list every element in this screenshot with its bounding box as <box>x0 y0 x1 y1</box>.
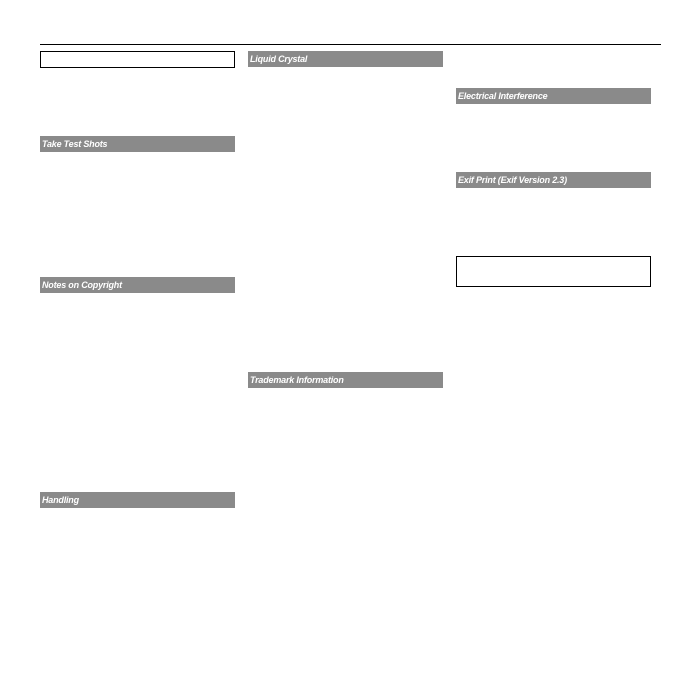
heading-electrical-interference: Electrical Interference <box>456 88 651 104</box>
outlined-box-note <box>456 256 651 287</box>
heading-handling: Handling <box>40 492 235 508</box>
heading-take-test-shots: Take Test Shots <box>40 136 235 152</box>
heading-notes-on-copyright: Notes on Copyright <box>40 277 235 293</box>
heading-exif-print: Exif Print (Exif Version 2.3) <box>456 172 651 188</box>
outlined-box-top <box>40 51 235 68</box>
heading-liquid-crystal: Liquid Crystal <box>248 51 443 67</box>
page-top-rule <box>40 44 661 45</box>
heading-trademark-information: Trademark Information <box>248 372 443 388</box>
